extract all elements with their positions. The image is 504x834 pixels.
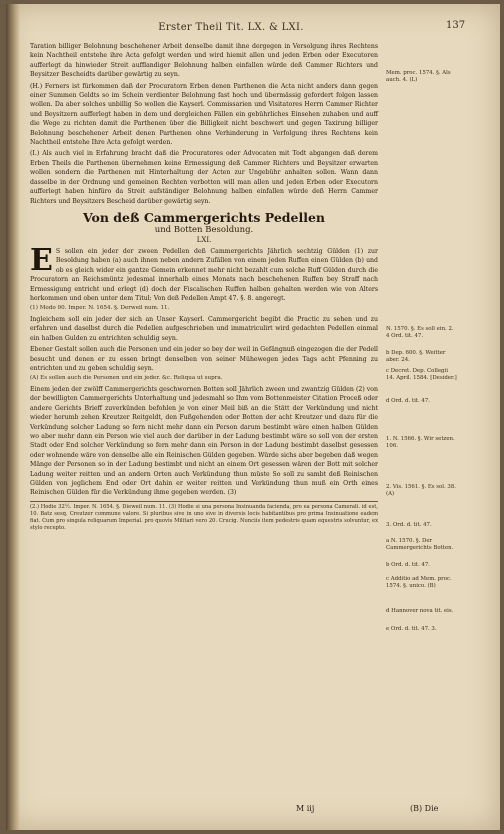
margin-note-4: c Decret. Dep. Collegii 14. April. 1584. [Desider.] [386, 368, 457, 382]
book-spine-shadow [6, 4, 20, 830]
running-header: Erster Theil Tit. LX. & LXI. [158, 22, 304, 33]
margin-note-10: b Ord. d. tit. 47. [386, 562, 430, 568]
margin-note-7: 2. Vis. 1561. §. Es sol. 38. (A) [386, 484, 456, 498]
footnotes: (2.) Hodie 32½. Imper. N. 1654. §. Dieweil num. 11. (3) Hodie si una persona Insinuanda facienda, pro ea persona Camerali. id est, 10. Batz sesq. Creutzer commune valore. Si pluribus sive in uno sive in diversis locis habitantibus pro prima Insinuatione eadem fiat. Cum pro singula reliquarum Imperial. pro quovis Militari vero 20. Crucig. Nunciis item pedestris quam equestris solvuntur, ex stylo recepto. [30, 501, 378, 533]
paragraph-4 [30, 242, 378, 303]
margin-note-2: N. 1570. §. Es soll ein. 2. 4 Ord. tit. 47. [386, 326, 454, 340]
margin-note-3: b Dep. 600. §. Weitter aber. 24. [386, 350, 446, 364]
signature-mark: M iij [296, 804, 315, 813]
margin-note-12: d Hannover nova tit. eis. [386, 608, 454, 614]
section-subtitle: und Botten Besoldung. [154, 224, 254, 235]
main-text-column [30, 42, 378, 533]
paragraph-4-text: S sollen ein jeder der zween Pedellen deß Cammergerichts Jährlich sechtzig Gülden (1) zur Besoldung haben (a) auch ihnen neben andern Zufällen von einem jeden Ruffen einen Gülden (b) und ob es gleich wider ein gantze Gemein erkennet mehr nicht bezahlt cum solche Ruff Gülden durch die Procuratorn an Reichsmüntz jedesmal innerhalb eines Monats nach beschehenen Ruffen bey Straff nach Ermessigung entricht und erlegt (d) doch der Fiscalischen Ruffen halben gehalten werden wie von Alters herkommen und oben unter dem Titul: Von deß Pedellen Ampt 47. §. 8. angeregt. [30, 247, 378, 302]
paragraph-6: Ebener Gestalt sollen auch die Personen und ein jeder so bey der weil in Gefängnuß eingezogen die der Pedell besucht und denen er zu essen bringt denselben von seiner Mühewegen jedes Tags acht Pfenning zu entrichten und zu geben schuldig seyn. [30, 346, 378, 372]
margin-note-9: a N. 1570. §. Der Cammergerichts Botten. [386, 538, 454, 552]
paragraph-1: Taration billiger Belohnung beschehener Arbeit denselbe damit ihne dergegen in Versolgung ihres Rechtens kein Nachtheil entstehe ihre Acta gefolgt werden und wird hiemit allen und jeden Erben oder Executoren aufferlegt da hinwieder Streit aufflandiger Belohnung halben einfallen würde deß Cammer Richters und Beysitzer Bescheidts darüber gewärtig zu seyn. [30, 43, 378, 79]
paragraph-3: (I.) Als auch viel in Erfahrung bracht daß die Procuratores oder Advocaten mit Todt abgangen daß derem Erben Theils die Parthenen übernehmen keine Ermessigung deß Cammer Richters und Beysitzer erwarten wollen sondern die Parthenen mit Hinterhaltung der Acten zur Ungebühr anhalten sollen. Wann dann dasselbe in der Ordnung und gemeinen Rechten verbotten will man allen und jeden Erben oder Executorn aufferlegt haben hinfüro da Streit aufständiger Belohnung halben einfallen würde deß Herrn Cammer Richters und Beysitzers Bescheid darüber gewärtig seyn. [30, 150, 378, 205]
margin-note-1: Mem. proc. 1574. §. Als auch. 4. (L) [386, 70, 451, 84]
margin-note-8: 3. Ord. d. tit. 47. [386, 522, 432, 528]
paragraph-5: Ingleichem soll ein jeder der sich an Unser Kayserl. Cammergericht begibt die Practic zu sehen und zu erfahren und daselbst durch die Pedellen aufgeschrieben und immatriculirt wird gedachten Pedellen einmal ein halben Gulden zu entrichten schuldig seyn. [30, 315, 378, 342]
section-title: Von deß Cammergerichts Pedellen [82, 209, 326, 225]
document-page [6, 4, 500, 830]
inline-note-1: (1) Modo 90. Imper. N. 1654. §. Derweil num. 11. [30, 305, 170, 312]
paragraph-2: (H.) Ferners ist fürkommen daß der Procuratorn Erben denen Parthenen die Acta nicht anders dann gegen einer Summen Geldts so im Schein verdienter Belohnung fast hoch und übermässig gefordert folgen lassen wollen. Da aber solches unbillig So wollen die Kayserl. Commissarien und Visitatores Herrn Cammer Richter und Beysitzern aufferlegt haben in dem und dergleichen Fällen ein gebührliches Einsehen zuhaben und auff die Wege zu richten damit die Parthenen über die Billigkeit nicht beschwert und gegen Taxirung billiger Belohnung beschehener Arbeit denen Parthenen ohne Verhinderung in Verfolgung ihres Rechtens kein Nachtheil entstehe Ihre Acta gefolgt werden. [30, 82, 378, 147]
drop-capital: E [30, 242, 53, 278]
paragraph-7: Einem jeden der zwölff Cammergerichts geschwornen Botten soll Jährlich zween und zwantzig Gülden (2) von der bewilligten Cammergerichts Unterhaltung und jedesmahl so Ihm vom Bottenmeister Citation Proceß oder andere Gerichts Brieff zuverkünden befohlen je von einer Meil biß an die Stätt der Verkündung und nicht wieder herumb zehen Kreutzer Reitgeldt, den Fußgehenden oder Botten der acht Kreutzer und dazu für die Verkündung solcher Ladung so fern nicht mehr dann ein Person darum bestimbt wäre einen halben Gülden wo aber mehr dann ein Person wie viel auch der darüber in der Ladung bestimbt wäre so soll von der ersten Stadt oder End solcher Verkündung so fern mehr dann ein Person in der Ladung bestimbt daselbst gesessen oder wohnende wäre von denselbe alle ein Reinischen Gülden gegeben. Würde sichs aber begeben daß wegen Mänge der Personen so in der Ladung bestimbt und nicht an einem Ort gesessen wären der Bott mit solcher Ladung weiter reitten und an andern Orten auch Verkündung thun müste So soll zu sambt deß Reinischen Gülden von jeglichem End oder Ort dahin er weiter reitten und Verkündung thun muß ein Orth eines Reinischen Gülden für die Verkündung ihme gegeben werden. (3) [30, 385, 378, 497]
margin-note-13: e Ord. d. tit. 47. 3. [386, 626, 437, 632]
page-number: 137 [446, 20, 466, 31]
inline-note-2: (A) Es sollen auch die Personen und ein jeder. &c. Reliqua ut supra. [30, 375, 223, 382]
margin-note-5: d Ord. d. tit. 47. [386, 398, 430, 404]
margin-note-6: 1. N. 1566. §. Wir setzen. 106. [386, 436, 455, 450]
margin-note-11: c Additio ad Mem. proc. 1574. §. unico. (B) [386, 576, 452, 590]
section-number: LXI. [196, 235, 212, 244]
catchword: (B) Die [410, 804, 439, 813]
